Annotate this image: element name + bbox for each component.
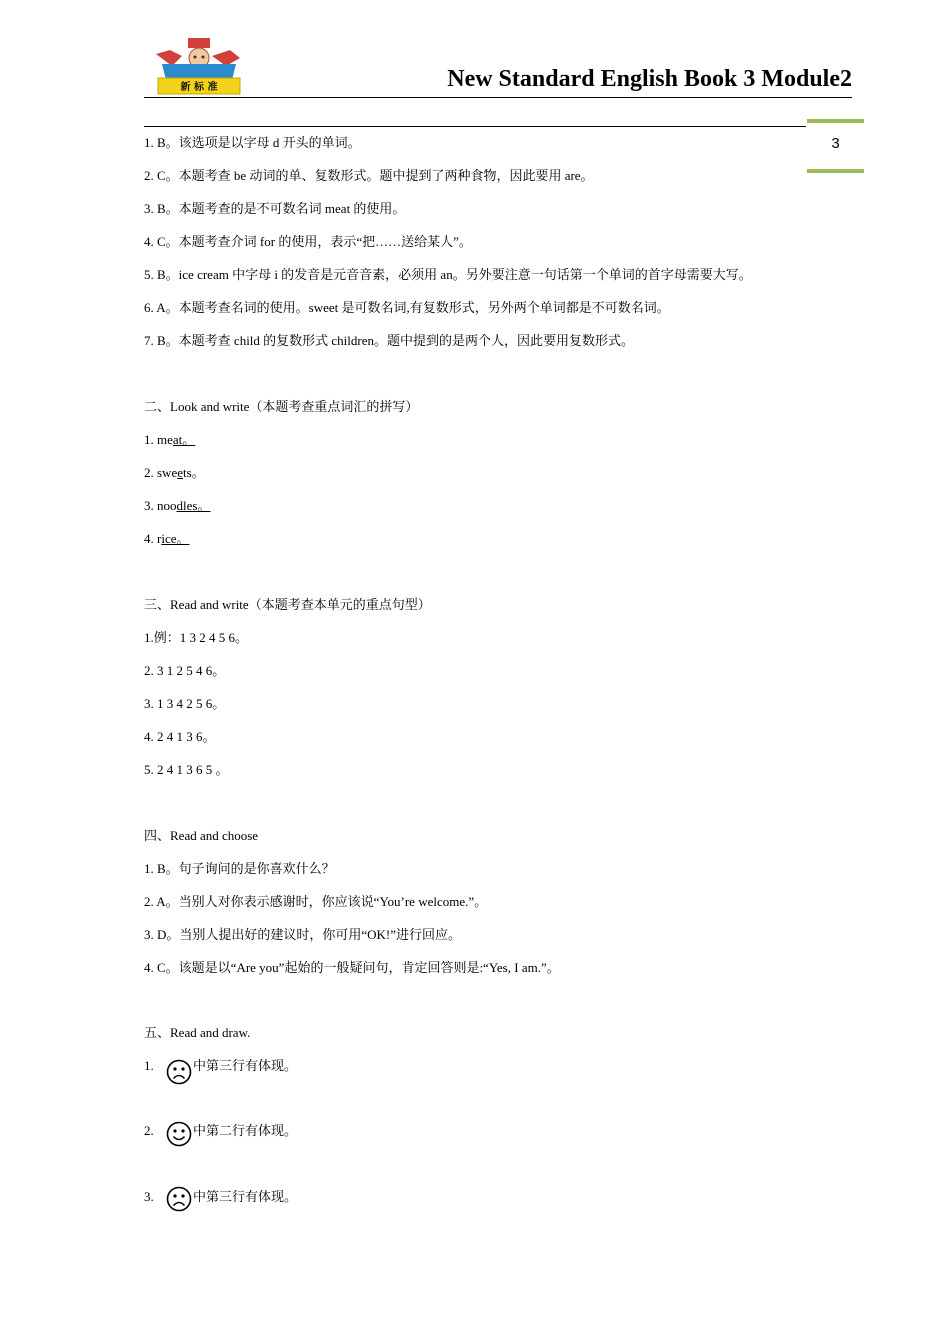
item-number: 3. [144, 498, 157, 513]
section-heading: 五、Read and draw. [144, 1025, 251, 1040]
logo-text: 新 标 准 [180, 82, 218, 93]
answer-line: 4. 2 4 1 3 6。 [144, 729, 216, 744]
content-rule [144, 126, 806, 127]
item-number: 2. [144, 1123, 154, 1138]
answer-line: 2. 3 1 2 5 4 6。 [144, 663, 226, 678]
word-part: swe [157, 465, 178, 480]
publisher-logo [152, 36, 244, 96]
answer-line [144, 465, 205, 481]
answer-line: 6. A。本题考查名词的使用。sweet 是可数名词,有复数形式，另外两个单词都是不可数名词。 [144, 300, 670, 315]
happy-face-icon [166, 1121, 192, 1147]
answer-line [144, 498, 210, 514]
word-part: noo [157, 498, 177, 513]
answer-line: 1. B。句子询问的是你喜欢什么？ [144, 861, 335, 876]
answer-text: 中第三行有体现。 [193, 1189, 298, 1204]
page-number-bar-top [807, 119, 864, 123]
item-number: 4. [144, 531, 157, 546]
item-number: 1. [144, 432, 157, 447]
answer-text: 中第二行有体现。 [193, 1123, 298, 1138]
answer-line: 2. A。当别人对你表示感谢时，你应该说“You’re welcome.”。 [144, 894, 488, 909]
answer-line: 3. B。本题考查的是不可数名词 meat 的使用。 [144, 201, 406, 216]
answer-line: 4. C。本题考查介词 for 的使用，表示“把……送给某人”。 [144, 234, 472, 249]
page-number-bar-bottom [807, 169, 864, 173]
sad-face-icon [166, 1186, 192, 1212]
item-number: 2. [144, 465, 157, 480]
section-heading: 三、Read and write（本题考查本单元的重点句型） [144, 597, 431, 612]
answer-line: 5. 2 4 1 3 6 5 。 [144, 762, 229, 777]
item-number: 3. [144, 1189, 154, 1204]
page-number: 3 [831, 135, 840, 152]
underlined-part: at。 [172, 432, 196, 447]
word-part: r [157, 531, 162, 546]
header-rule [144, 97, 852, 98]
answer-line: 5. B。ice cream 中字母 i 的发音是元音音素，必须用 an。另外要注意一句话第一个单词的首字母需要大写。 [144, 267, 752, 282]
answer-line: 4. C。该题是以“Are you”起始的一般疑问句，肯定回答则是:“Yes, I am.”。 [144, 960, 560, 975]
page-number-box [807, 119, 864, 173]
answer-text: 中第三行有体现。 [193, 1058, 298, 1073]
answer-line: 3. 1 3 4 2 5 6。 [144, 696, 226, 711]
answer-line [144, 531, 190, 547]
answer-line [144, 432, 195, 448]
answer-line: 7. B。本题考查 child 的复数形式 children。题中提到的是两个人，因此要用复数形式。 [144, 333, 635, 348]
sad-face-icon [166, 1059, 192, 1085]
item-number: 1. [144, 1058, 154, 1073]
underlined-part: e [177, 465, 183, 480]
page-title: New Standard English Book 3 Module2 [447, 66, 852, 92]
section-heading: 二、Look and write（本题考查重点词汇的拼写） [144, 399, 419, 414]
answer-line: 1. B。该选项是以字母 d 开头的单词。 [144, 135, 361, 150]
answer-line: 1.例：1 3 2 4 5 6。 [144, 630, 249, 645]
word-part: me [157, 432, 173, 447]
underlined-part: ice。 [161, 531, 190, 546]
section-heading: 四、Read and choose [144, 828, 259, 843]
answer-line: 2. C。本题考查 be 动词的单、复数形式。题中提到了两种食物，因此要用 are。 [144, 168, 594, 183]
underlined-part: dles。 [176, 498, 211, 513]
word-part: ts。 [183, 465, 205, 480]
answer-line: 3. D。当别人提出好的建议时，你可用“OK!”进行回应。 [144, 927, 462, 942]
